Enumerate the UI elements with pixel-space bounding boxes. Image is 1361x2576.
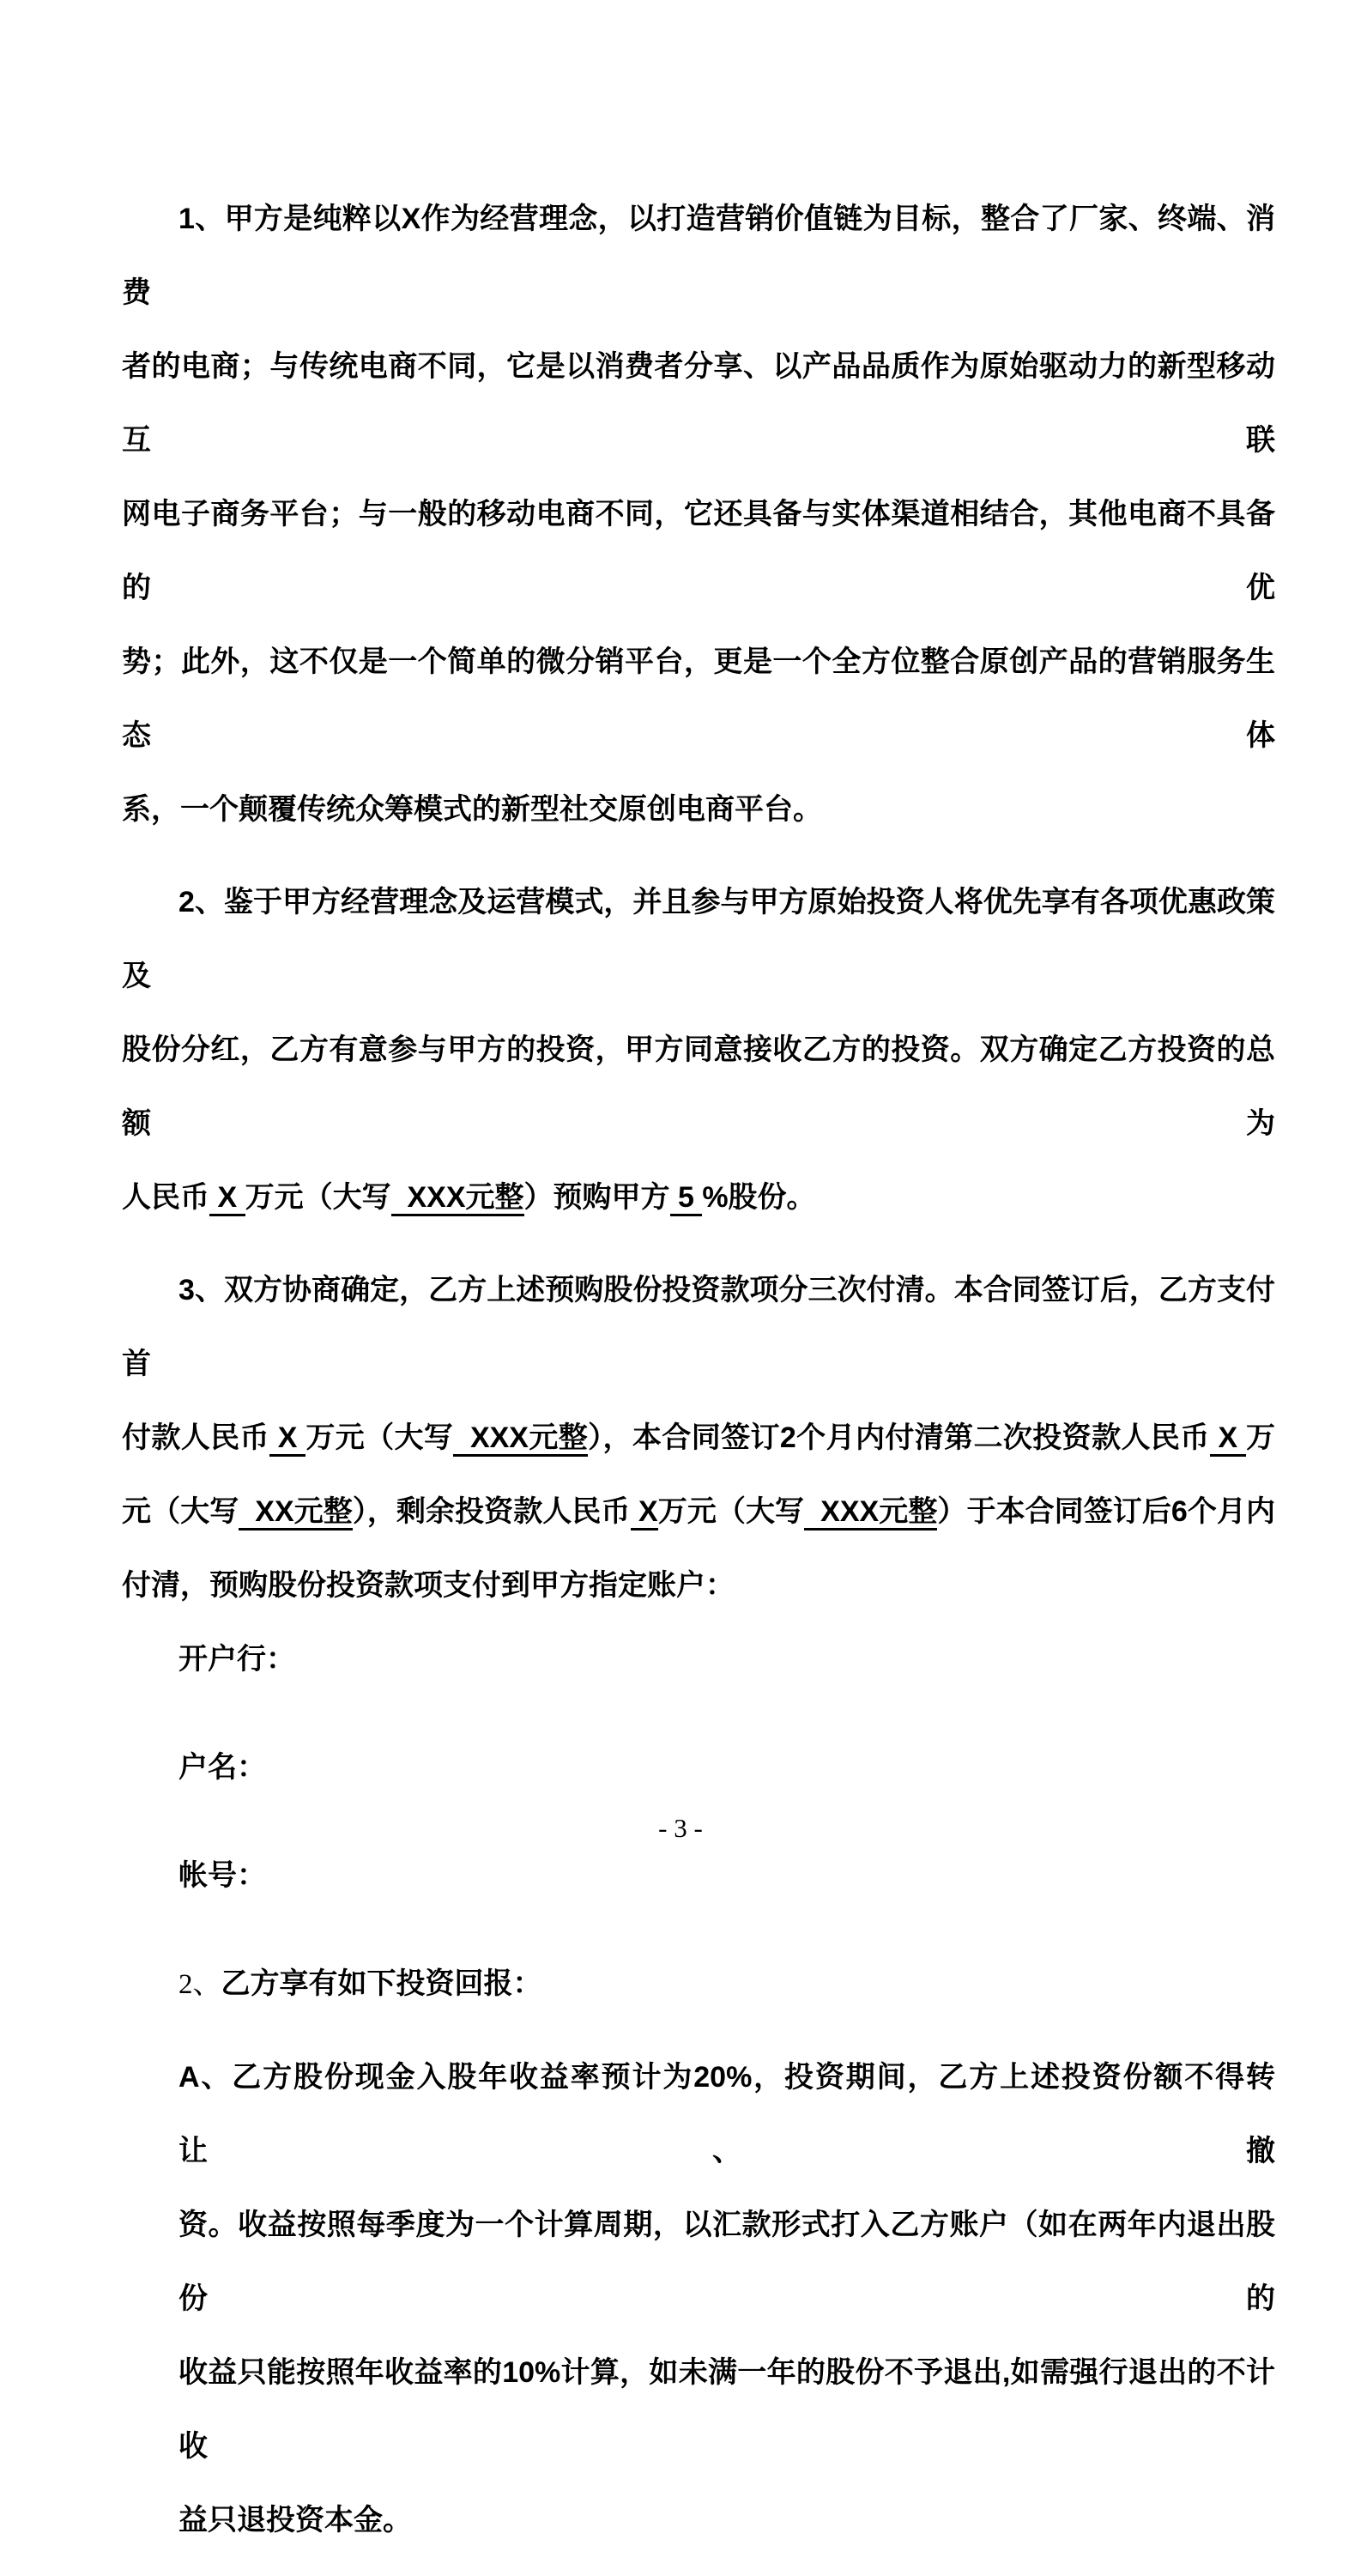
- text-segment: 收益只能按照年收益率的10%计算，如未满一年的股份不予退出,如需强行退出的不计收: [178, 2356, 1275, 2463]
- text-segment: 人民币: [122, 1181, 209, 1214]
- paragraph-clause-2: [122, 865, 1275, 1234]
- text-line: [122, 182, 1275, 330]
- text-line: [178, 2040, 1275, 2188]
- text-segment: ），本合同签订2个月内付清第二次投资款人民币: [588, 1421, 1210, 1454]
- text-segment: 付清，预购股份投资款项支付到甲方指定账户：: [122, 1569, 735, 1602]
- text-line: [122, 625, 1275, 773]
- text-line: [122, 773, 1275, 846]
- list-number: 2、: [178, 1969, 221, 2000]
- text-segment: %股份。: [702, 1181, 816, 1214]
- fill-in-blank-amount: X: [269, 1421, 305, 1457]
- text-segment: 万元（大写: [657, 1495, 805, 1528]
- text-segment: ），剩余投资款人民币: [352, 1495, 631, 1528]
- text-line: [178, 1622, 1275, 1696]
- fill-in-blank-amount-words: XXX元整: [453, 1421, 588, 1457]
- text-segment: 2、鉴于甲方经营理念及运营模式，并且参与甲方原始投资人将优先享有各项优惠政策及: [122, 886, 1275, 992]
- text-line: [122, 1161, 1275, 1234]
- text-segment: 3、双方协商确定，乙方上述预购股份投资款项分三次付清。本合同签订后，乙方支付首: [122, 1274, 1275, 1380]
- text-line: [122, 865, 1275, 1013]
- text-segment: 网电子商务平台；与一般的移动电商不同，它还具备与实体渠道相结合，其他电商不具备的优: [122, 498, 1275, 604]
- page-number-label: - 3 -: [658, 1813, 703, 1843]
- text-line: [122, 330, 1275, 477]
- paragraph-clause-3: [122, 1253, 1275, 1622]
- paragraph-returns-heading: [178, 1947, 1275, 2021]
- fill-in-blank-amount: X: [631, 1495, 658, 1530]
- account-number-label: 帐号：: [178, 1859, 266, 1892]
- text-line: [178, 1730, 1275, 1804]
- text-line: [178, 2336, 1275, 2483]
- returns-heading-text: 乙方享有如下投资回报：: [221, 1967, 542, 2000]
- fill-in-blank-amount-words: XXX元整: [391, 1181, 524, 1216]
- text-line: [178, 1947, 1275, 2021]
- text-line: [178, 2188, 1275, 2336]
- fill-in-blank-amount: X: [209, 1181, 245, 1216]
- text-line: [178, 2483, 1275, 2557]
- text-segment: 万: [1246, 1421, 1275, 1454]
- text-line: [122, 1475, 1275, 1549]
- fill-in-blank-amount-words: XXX元整: [804, 1495, 937, 1530]
- text-segment: 股份分红，乙方有意参与甲方的投资，甲方同意接收乙方的投资。双方确定乙方投资的总额为: [122, 1033, 1275, 1140]
- text-segment: 付款人民币: [122, 1421, 269, 1454]
- paragraph-clause-1: [122, 182, 1275, 846]
- account-name-label: 户名：: [178, 1751, 266, 1784]
- text-line: [178, 1839, 1275, 1912]
- text-line: [122, 1401, 1275, 1475]
- fill-in-blank-percentage: 5: [670, 1181, 703, 1216]
- text-line: [122, 1013, 1275, 1161]
- text-segment: 1、甲方是纯粹以X作为经营理念，以打造营销价值链为目标，整合了厂家、终端、消费: [122, 203, 1275, 309]
- text-line: [122, 1253, 1275, 1401]
- page-number: [0, 1813, 1361, 1844]
- text-segment: ）于本合同签订后6个月内: [937, 1495, 1276, 1528]
- text-segment: 益只退投资本金。: [178, 2504, 412, 2537]
- document-content: [122, 182, 1275, 2576]
- text-line: [122, 1549, 1275, 1622]
- text-segment: 势；此外，这不仅是一个简单的微分销平台，更是一个全方位整合原创产品的营销服务生态体: [122, 646, 1275, 752]
- fill-in-blank-amount: X: [1210, 1421, 1246, 1457]
- bank-branch-line: [178, 1622, 1275, 1696]
- text-segment: 系，一个颠覆传统众筹模式的新型社交原创电商平台。: [122, 793, 822, 826]
- text-segment: ）预购甲方: [523, 1181, 670, 1214]
- account-number-line: [178, 1839, 1275, 1912]
- text-segment: 万元（大写: [245, 1181, 391, 1214]
- account-name-line: [178, 1730, 1275, 1804]
- text-segment: A、乙方股份现金入股年收益率预计为20%，投资期间，乙方上述投资份额不得转让、撤: [178, 2061, 1275, 2167]
- text-line: [122, 477, 1275, 625]
- bank-branch-label: 开户行：: [178, 1643, 295, 1676]
- text-segment: 元（大写: [122, 1495, 239, 1528]
- paragraph-returns-clause-a: [178, 2040, 1275, 2557]
- text-segment: 者的电商；与传统电商不同，它是以消费者分享、以产品品质作为原始驱动力的新型移动互联: [122, 350, 1275, 457]
- text-segment: 资。收益按照每季度为一个计算周期，以汇款形式打入乙方账户（如在两年内退出股份的: [178, 2209, 1275, 2315]
- fill-in-blank-amount-words: XX元整: [239, 1495, 353, 1530]
- text-segment: 万元（大写: [305, 1421, 454, 1454]
